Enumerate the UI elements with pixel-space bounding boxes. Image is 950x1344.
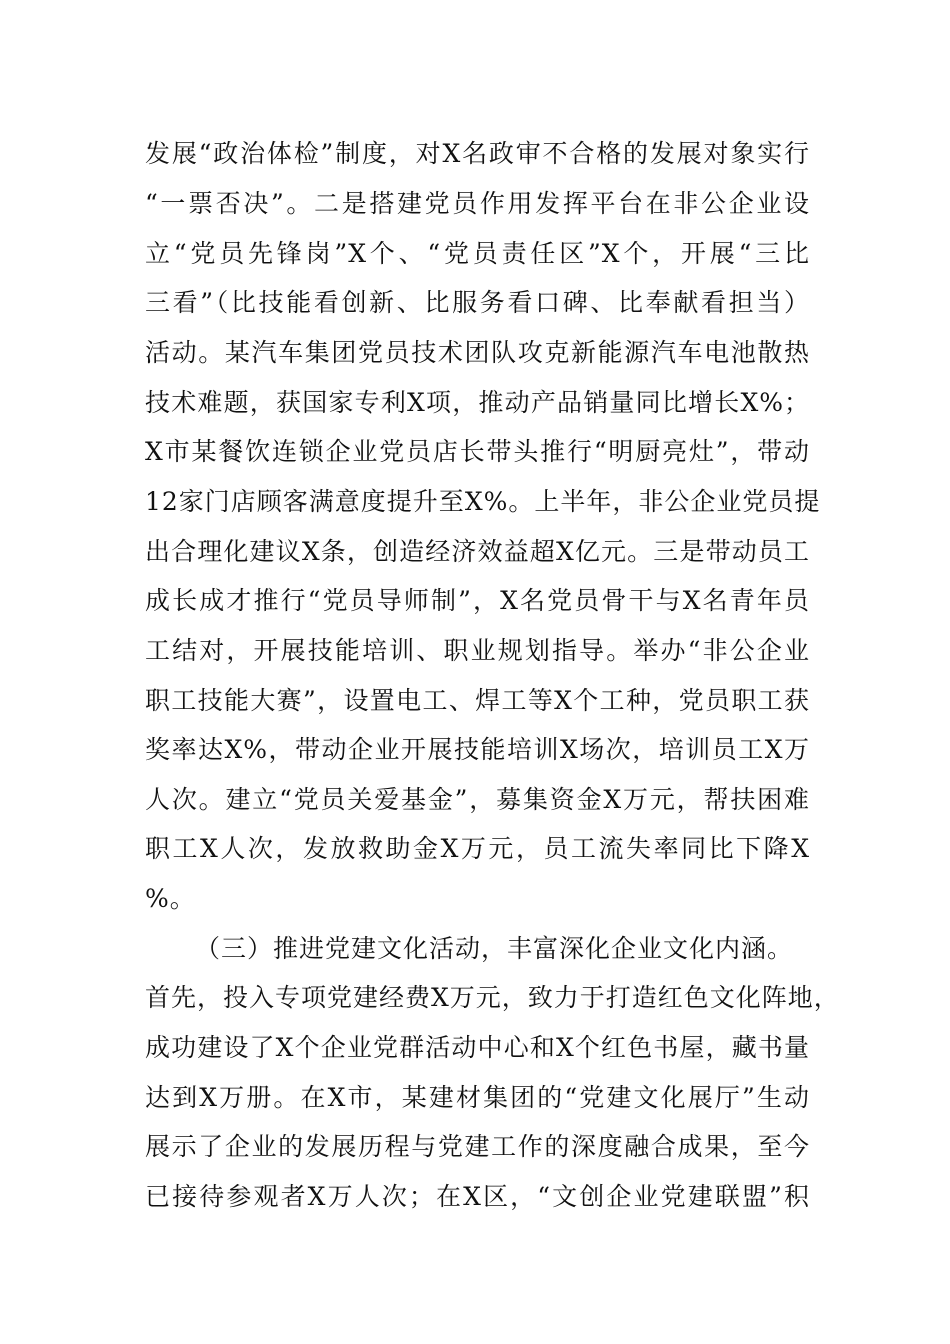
text-line: 技术难题，获国家专利X项，推动产品销量同比增长X%； [145, 388, 810, 417]
text-line: 展示了企业的发展历程与党建工作的深度融合成果，至今 [145, 1132, 810, 1161]
text-line: 首先，投入专项党建经费X万元，致力于打造红色文化阵地， [145, 983, 840, 1012]
section-heading: （三）推进党建文化活动，丰富深化企业文化内涵。 [195, 934, 794, 963]
text-line: “一票否决”。二是搭建党员作用发挥平台在非公企业设 [145, 189, 810, 218]
text-line: 12家门店顾客满意度提升至X%。上半年，非公企业党员提 [145, 487, 821, 516]
text-line: %。 [145, 884, 196, 913]
text-line: 奖率达X%，带动企业开展技能培训X场次，培训员工X万 [145, 735, 810, 764]
text-line: 出合理化建议X条，创造经济效益超X亿元。三是带动员工 [145, 537, 810, 566]
text-line: 达到X万册。在X市，某建材集团的“党建文化展厅”生动 [145, 1083, 810, 1112]
text-line: 活动。某汽车集团党员技术团队攻克新能源汽车电池散热 [145, 338, 810, 367]
text-line: 三看”（比技能看创新、比服务看口碑、比奉献看担当） [145, 288, 810, 317]
text-line: X市某餐饮连锁企业党员店长带头推行“明厨亮灶”，带动 [145, 437, 810, 466]
text-line: 已接待参观者X万人次；在X区，“文创企业党建联盟”积 [145, 1182, 810, 1211]
text-line: 职工技能大赛”，设置电工、焊工等X个工种，党员职工获 [145, 686, 810, 715]
text-line: 成功建设了X个企业党群活动中心和X个红色书屋，藏书量 [145, 1033, 810, 1062]
text-line: 人次。建立“党员关爱基金”，募集资金X万元，帮扶困难 [145, 785, 810, 814]
text-line: 职工X人次，发放救助金X万元，员工流失率同比下降X [145, 834, 810, 863]
text-line: 成长成才推行“党员导师制”，X名党员骨干与X名青年员 [145, 586, 810, 615]
text-line: 立“党员先锋岗”X个、“党员责任区”X个，开展“三比 [145, 239, 810, 268]
text-line: 工结对，开展技能培训、职业规划指导。举办“非公企业 [145, 636, 810, 665]
text-line: 发展“政治体检”制度，对X名政审不合格的发展对象实行 [145, 139, 810, 168]
